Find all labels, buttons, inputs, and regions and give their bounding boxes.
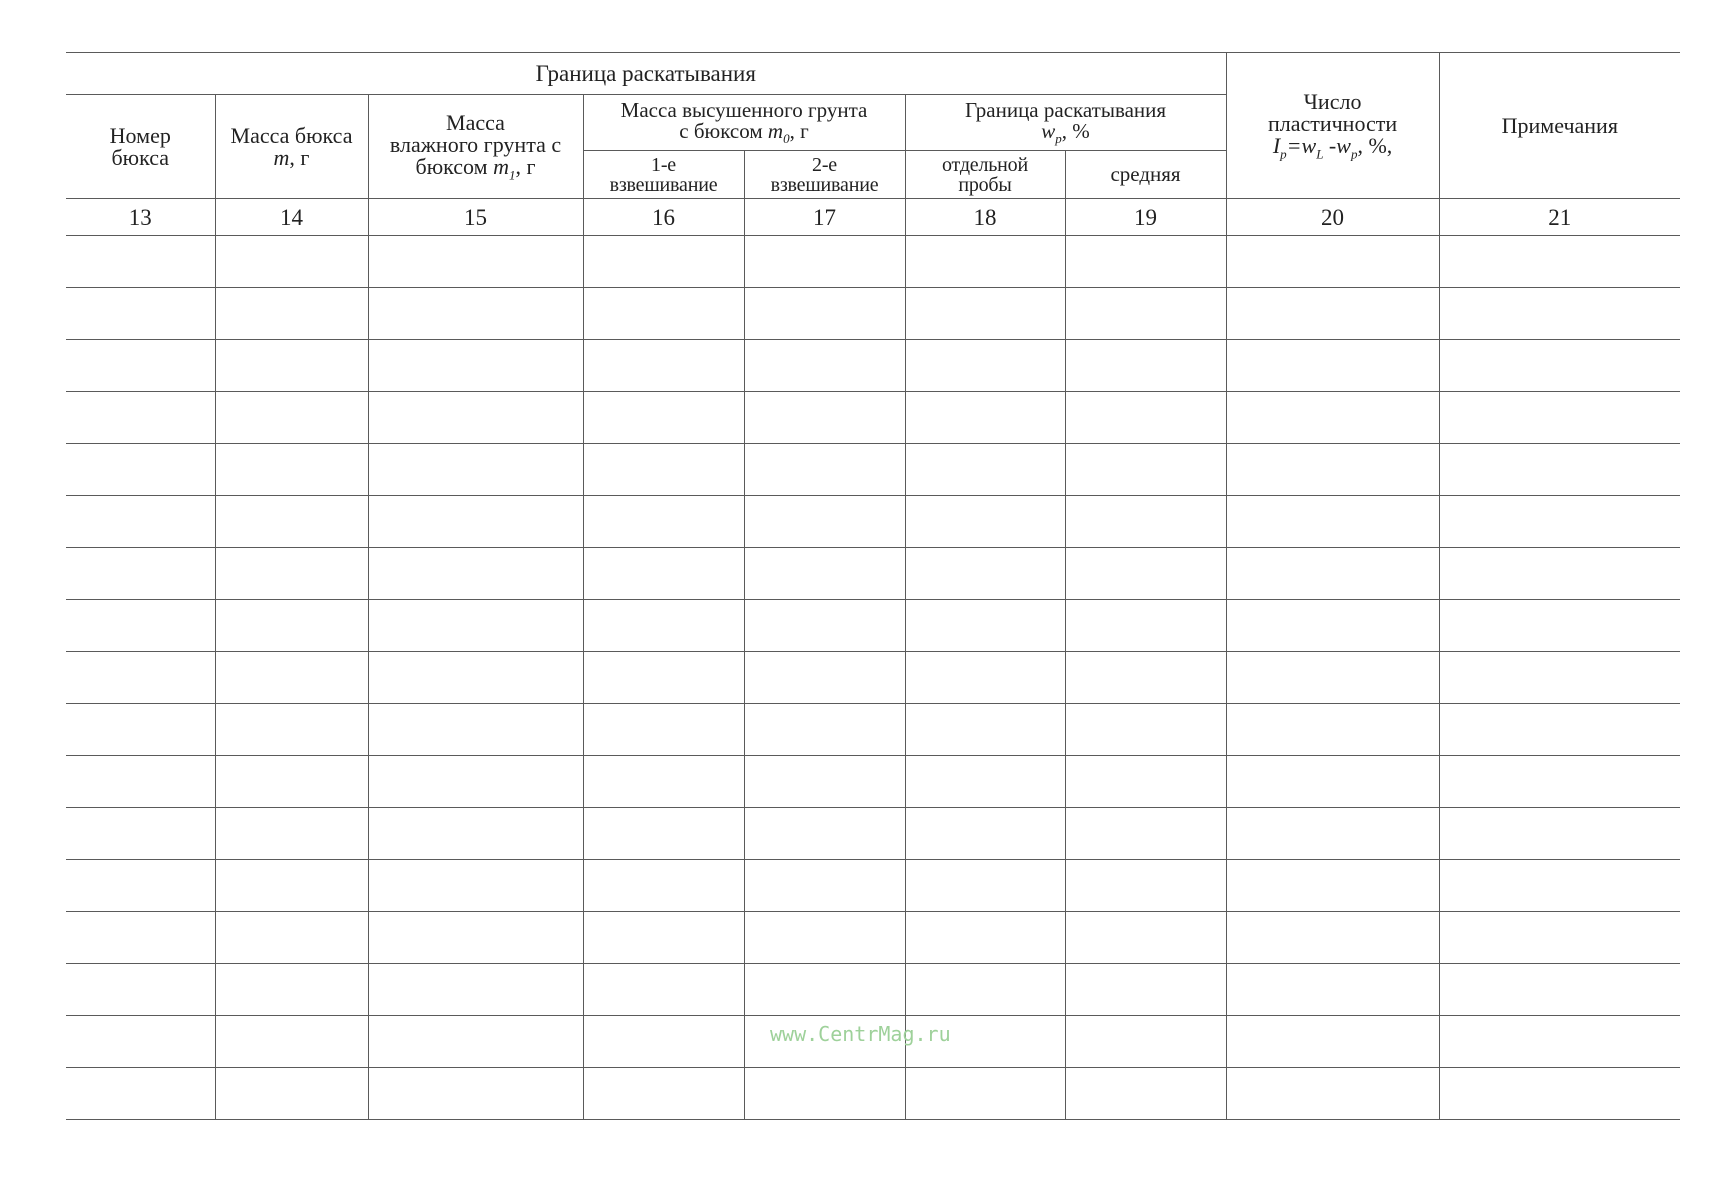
table-cell[interactable] — [905, 496, 1065, 548]
table-cell[interactable] — [215, 444, 368, 496]
table-row — [66, 236, 1680, 288]
table-cell[interactable] — [1439, 444, 1680, 496]
table-cell[interactable] — [744, 912, 905, 964]
table-cell[interactable] — [583, 548, 744, 600]
table-cell[interactable] — [66, 704, 215, 756]
table-cell[interactable] — [368, 392, 583, 444]
table-cell[interactable] — [583, 1016, 744, 1068]
table-cell[interactable] — [744, 808, 905, 860]
column-number: 15 — [368, 199, 583, 236]
table-cell[interactable] — [1065, 808, 1226, 860]
table-cell[interactable] — [368, 444, 583, 496]
table-cell[interactable] — [1439, 704, 1680, 756]
table-cell[interactable] — [905, 704, 1065, 756]
table-row — [66, 600, 1680, 652]
table-cell[interactable] — [215, 392, 368, 444]
table-cell[interactable] — [1226, 808, 1439, 860]
header-dry-mass: Масса высушенного грунта с бюксом $m_0$, г — [583, 95, 905, 151]
table-row — [66, 444, 1680, 496]
table-cell[interactable] — [66, 1016, 215, 1068]
table-cell[interactable] — [1439, 340, 1680, 392]
table-cell[interactable] — [905, 392, 1065, 444]
table-cell[interactable] — [215, 600, 368, 652]
table-cell[interactable] — [1226, 340, 1439, 392]
table-cell[interactable] — [66, 548, 215, 600]
table-cell[interactable] — [368, 288, 583, 340]
table-cell[interactable] — [1226, 236, 1439, 288]
column-number: 17 — [744, 199, 905, 236]
table-cell[interactable] — [66, 340, 215, 392]
table-cell[interactable] — [215, 704, 368, 756]
table-cell[interactable] — [1439, 964, 1680, 1016]
column-number: 14 — [215, 199, 368, 236]
table-row — [66, 548, 1680, 600]
table-cell[interactable] — [1226, 964, 1439, 1016]
table-cell[interactable] — [66, 288, 215, 340]
table-cell[interactable] — [905, 860, 1065, 912]
table-cell[interactable] — [1065, 704, 1226, 756]
column-number: 20 — [1226, 199, 1439, 236]
table-cell[interactable] — [1065, 756, 1226, 808]
header-plasticity-index: Число пластичности $I_p=w_L$ $-w_p$, %, — [1226, 53, 1439, 199]
table-cell[interactable] — [215, 1068, 368, 1120]
header-plastic-limit: Граница раскатывания $w_p$, % — [905, 95, 1226, 151]
table-cell[interactable] — [66, 444, 215, 496]
table-cell[interactable] — [583, 808, 744, 860]
table-cell[interactable] — [905, 600, 1065, 652]
table-cell[interactable] — [215, 236, 368, 288]
table-cell[interactable] — [583, 600, 744, 652]
table-cell[interactable] — [1226, 912, 1439, 964]
table-cell[interactable] — [1439, 288, 1680, 340]
table-cell[interactable] — [215, 860, 368, 912]
table-cell[interactable] — [905, 340, 1065, 392]
table-cell[interactable] — [1439, 808, 1680, 860]
table-cell[interactable] — [905, 756, 1065, 808]
table-cell[interactable] — [66, 912, 215, 964]
table-cell[interactable] — [744, 392, 905, 444]
table-cell[interactable] — [744, 236, 905, 288]
table-cell[interactable] — [1065, 236, 1226, 288]
table-cell[interactable] — [744, 964, 905, 1016]
table-cell[interactable] — [1226, 444, 1439, 496]
table-cell[interactable] — [1439, 1068, 1680, 1120]
table-cell[interactable] — [66, 1068, 215, 1120]
table-cell[interactable] — [1065, 912, 1226, 964]
column-number: 21 — [1439, 199, 1680, 236]
table-cell[interactable] — [744, 548, 905, 600]
table-cell[interactable] — [1226, 496, 1439, 548]
table-cell[interactable] — [905, 548, 1065, 600]
table-cell[interactable] — [368, 1068, 583, 1120]
header-individual-sample: отдельной пробы — [905, 151, 1065, 199]
table-cell[interactable] — [905, 236, 1065, 288]
table-cell[interactable] — [583, 236, 744, 288]
table-cell[interactable] — [744, 860, 905, 912]
table-cell[interactable] — [66, 392, 215, 444]
table-cell[interactable] — [368, 600, 583, 652]
table-cell[interactable] — [368, 340, 583, 392]
table-cell[interactable] — [66, 236, 215, 288]
table-cell[interactable] — [215, 652, 368, 704]
table-cell[interactable] — [66, 964, 215, 1016]
table-cell[interactable] — [1226, 756, 1439, 808]
table-cell[interactable] — [583, 860, 744, 912]
form-sheet — [66, 52, 1680, 1150]
table-cell[interactable] — [1439, 1016, 1680, 1068]
table-cell[interactable] — [1439, 496, 1680, 548]
table-cell[interactable] — [66, 808, 215, 860]
table-cell[interactable] — [583, 704, 744, 756]
table-cell[interactable] — [368, 704, 583, 756]
table-cell[interactable] — [1065, 444, 1226, 496]
table-cell[interactable] — [66, 756, 215, 808]
table-cell[interactable] — [66, 496, 215, 548]
table-cell[interactable] — [744, 652, 905, 704]
table-cell[interactable] — [744, 600, 905, 652]
column-number: 16 — [583, 199, 744, 236]
watermark: www.CentrMag.ru — [770, 1022, 951, 1046]
table-row — [66, 912, 1680, 964]
table-cell[interactable] — [1065, 964, 1226, 1016]
table-cell[interactable] — [1226, 1068, 1439, 1120]
table-cell[interactable] — [1439, 652, 1680, 704]
header-box-number: Номер бюкса — [66, 95, 215, 199]
table-cell[interactable] — [583, 392, 744, 444]
table-cell[interactable] — [583, 1068, 744, 1120]
table-cell[interactable] — [905, 912, 1065, 964]
table-cell[interactable] — [1065, 1068, 1226, 1120]
table-row — [66, 392, 1680, 444]
table-cell[interactable] — [1439, 912, 1680, 964]
table-cell[interactable] — [1226, 704, 1439, 756]
table-cell[interactable] — [905, 808, 1065, 860]
table-cell[interactable] — [583, 912, 744, 964]
table-row — [66, 860, 1680, 912]
table-row — [66, 1068, 1680, 1120]
table-cell[interactable] — [1226, 392, 1439, 444]
table-cell[interactable] — [1065, 860, 1226, 912]
column-number: 18 — [905, 199, 1065, 236]
table-cell[interactable] — [368, 236, 583, 288]
table-cell[interactable] — [1065, 392, 1226, 444]
table-cell[interactable] — [368, 912, 583, 964]
table-cell[interactable] — [1439, 392, 1680, 444]
table-cell[interactable] — [744, 1068, 905, 1120]
table-cell[interactable] — [1065, 600, 1226, 652]
header-wet-mass: Масса влажного грунта с бюксом $m_1$, г — [368, 95, 583, 199]
table-cell[interactable] — [368, 964, 583, 1016]
table-row — [66, 756, 1680, 808]
table-row — [66, 496, 1680, 548]
table-cell[interactable] — [905, 652, 1065, 704]
table-cell[interactable] — [583, 444, 744, 496]
table-cell[interactable] — [1226, 548, 1439, 600]
table-row — [66, 704, 1680, 756]
header-weighing-2: 2-е взвешивание — [744, 151, 905, 199]
table-cell[interactable] — [583, 340, 744, 392]
table-row — [66, 964, 1680, 1016]
table-row — [66, 340, 1680, 392]
table-cell[interactable] — [66, 600, 215, 652]
column-number: 13 — [66, 199, 215, 236]
table-cell[interactable] — [744, 496, 905, 548]
table-cell[interactable] — [905, 964, 1065, 1016]
table-cell[interactable] — [1439, 600, 1680, 652]
table-cell[interactable] — [583, 652, 744, 704]
table-cell[interactable] — [1065, 1016, 1226, 1068]
header-weighing-1: 1-е взвешивание — [583, 151, 744, 199]
table-cell[interactable] — [368, 548, 583, 600]
table-cell[interactable] — [1439, 236, 1680, 288]
table-cell[interactable] — [744, 340, 905, 392]
table-cell[interactable] — [744, 288, 905, 340]
table-cell[interactable] — [1065, 340, 1226, 392]
table-row — [66, 288, 1680, 340]
table-cell[interactable] — [1065, 652, 1226, 704]
table-cell[interactable] — [1226, 288, 1439, 340]
table-cell[interactable] — [744, 704, 905, 756]
column-number: 19 — [1065, 199, 1226, 236]
table-cell[interactable] — [215, 548, 368, 600]
table-cell[interactable] — [744, 444, 905, 496]
table-cell[interactable] — [368, 756, 583, 808]
table-cell[interactable] — [215, 756, 368, 808]
table-cell[interactable] — [215, 340, 368, 392]
table-cell[interactable] — [583, 496, 744, 548]
table-cell[interactable] — [66, 652, 215, 704]
table-cell[interactable] — [215, 1016, 368, 1068]
table-cell[interactable] — [1226, 860, 1439, 912]
column-number-row — [66, 199, 1680, 236]
table-row — [66, 808, 1680, 860]
table-cell[interactable] — [215, 912, 368, 964]
table-cell[interactable] — [215, 808, 368, 860]
group-title: Граница раскатывания — [66, 53, 1226, 95]
table-cell[interactable] — [1439, 860, 1680, 912]
table-cell[interactable] — [1065, 288, 1226, 340]
table-cell[interactable] — [583, 964, 744, 1016]
table-cell[interactable] — [905, 288, 1065, 340]
table-cell[interactable] — [744, 756, 905, 808]
table-cell[interactable] — [368, 1016, 583, 1068]
plastic-limit-table — [66, 52, 1680, 1120]
table-cell[interactable] — [583, 756, 744, 808]
table-cell[interactable] — [905, 1068, 1065, 1120]
table-cell[interactable] — [66, 860, 215, 912]
table-cell[interactable] — [1439, 548, 1680, 600]
table-body — [66, 236, 1680, 1120]
header-average: средняя — [1065, 151, 1226, 199]
table-cell[interactable] — [905, 444, 1065, 496]
table-cell[interactable] — [215, 288, 368, 340]
table-cell[interactable] — [1065, 548, 1226, 600]
table-cell[interactable] — [368, 652, 583, 704]
table-cell[interactable] — [368, 808, 583, 860]
table-cell[interactable] — [1439, 756, 1680, 808]
table-row — [66, 652, 1680, 704]
table-cell[interactable] — [1065, 496, 1226, 548]
table-cell[interactable] — [215, 964, 368, 1016]
table-cell[interactable] — [215, 496, 368, 548]
table-cell[interactable] — [583, 288, 744, 340]
header-box-mass: Масса бюкса m, г — [215, 95, 368, 199]
header-notes: Примечания — [1439, 53, 1680, 199]
table-cell[interactable] — [1226, 600, 1439, 652]
table-cell[interactable] — [1226, 652, 1439, 704]
table-cell[interactable] — [368, 496, 583, 548]
table-cell[interactable] — [368, 860, 583, 912]
table-cell[interactable] — [1226, 1016, 1439, 1068]
